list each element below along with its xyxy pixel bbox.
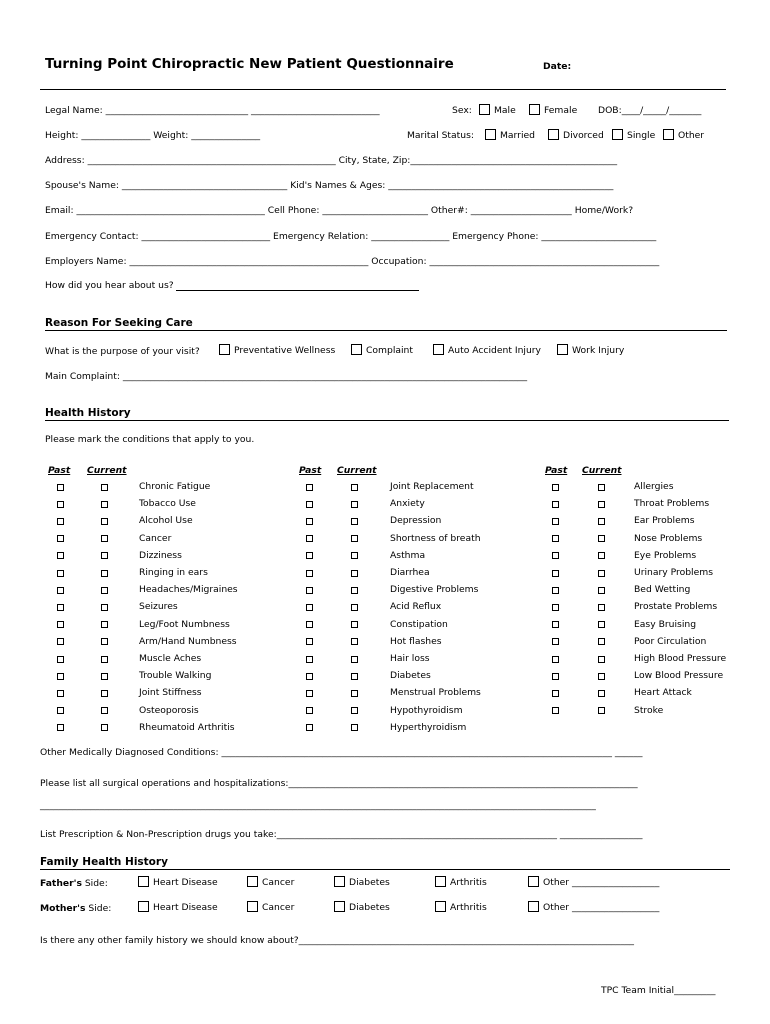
current-checkbox[interactable] (598, 552, 605, 559)
past-checkbox[interactable] (306, 604, 313, 611)
past-checkbox[interactable] (306, 501, 313, 508)
height-weight-field[interactable]: Height: _______________ Weight: _______________ (45, 130, 261, 141)
health-divider (45, 420, 729, 421)
condition-label: Dizziness (139, 549, 182, 561)
family-heading: Family Health History (40, 856, 168, 868)
mother-checkbox[interactable] (247, 901, 258, 912)
condition-label: Allergies (634, 481, 674, 492)
date-label: Date: (543, 61, 572, 72)
condition-label: Hot flashes (390, 635, 442, 647)
email-phone-field[interactable]: Email: _________________________________________ Cell Phone: _______________________ Other#: ______________________ Home/Work? (45, 205, 634, 216)
father-option[interactable] (334, 876, 390, 887)
father-other-checkbox[interactable] (528, 876, 539, 887)
condition-label: Asthma (390, 549, 426, 561)
past-checkbox[interactable] (552, 638, 559, 645)
purpose-preventative[interactable]: Preventative Wellness (219, 344, 335, 355)
current-checkbox[interactable] (598, 604, 605, 611)
current-checkbox[interactable] (351, 604, 358, 611)
father-checkbox[interactable] (138, 876, 149, 887)
current-checkbox[interactable] (598, 501, 605, 508)
mother-option[interactable] (435, 901, 487, 912)
condition-label: Diarrhea (390, 567, 430, 578)
past-checkbox[interactable] (57, 587, 64, 594)
condition-label: Alcohol Use (139, 515, 193, 527)
marital-married-option[interactable]: Married (485, 129, 535, 140)
condition-label: Anxiety (390, 498, 425, 510)
surgical-field-line2[interactable]: _________________________________________________________________________________________________________________________ (40, 800, 596, 811)
current-checkbox[interactable] (598, 656, 605, 663)
current-checkbox[interactable] (351, 638, 358, 645)
current-header-3: Current (582, 465, 622, 476)
current-checkbox[interactable] (351, 656, 358, 663)
past-checkbox[interactable] (57, 724, 64, 731)
family-option-label: Heart Disease (153, 902, 218, 913)
reason-divider (45, 330, 727, 331)
past-checkbox[interactable] (57, 552, 64, 559)
current-checkbox[interactable] (351, 690, 358, 697)
past-checkbox[interactable] (552, 690, 559, 697)
family-option-label: Heart Disease (153, 877, 218, 888)
past-checkbox[interactable] (306, 690, 313, 697)
condition-label: Depression (390, 515, 442, 527)
current-checkbox[interactable] (351, 535, 358, 542)
health-heading: Health History (45, 407, 131, 419)
condition-label: Joint Replacement (390, 481, 474, 492)
condition-label: Throat Problems (634, 498, 710, 510)
past-checkbox[interactable] (552, 604, 559, 611)
past-checkbox[interactable] (57, 501, 64, 508)
current-checkbox[interactable] (598, 484, 605, 491)
team-initial-field[interactable]: TPC Team Initial_________ (601, 985, 716, 996)
father-option[interactable] (138, 876, 218, 887)
past-checkbox[interactable] (552, 535, 559, 542)
condition-label: Ringing in ears (139, 567, 208, 578)
legal-name-field[interactable]: Legal Name: _______________________________ ____________________________ (45, 105, 380, 116)
current-checkbox[interactable] (101, 724, 108, 731)
main-complaint-field[interactable]: Main Complaint: ________________________________________________________________________________________ (45, 371, 528, 382)
sex-female-option[interactable]: Female (529, 104, 577, 115)
current-checkbox[interactable] (101, 656, 108, 663)
marital-divorced-option[interactable]: Divorced (548, 129, 604, 140)
current-checkbox[interactable] (598, 638, 605, 645)
current-checkbox[interactable] (101, 707, 108, 714)
past-checkbox[interactable] (57, 707, 64, 714)
family-other-history-field[interactable]: Is there any other family history we should know about?_________________________________________________________________________ (40, 935, 635, 946)
past-checkbox[interactable] (552, 656, 559, 663)
condition-label: Chronic Fatigue (139, 481, 211, 492)
mother-other-option[interactable] (528, 901, 659, 912)
current-checkbox[interactable] (598, 518, 605, 525)
condition-label: Bed Wetting (634, 584, 691, 596)
past-checkbox[interactable] (306, 638, 313, 645)
past-checkbox[interactable] (552, 501, 559, 508)
past-checkbox[interactable] (306, 621, 313, 628)
complaint-checkbox[interactable] (351, 344, 362, 355)
condition-label: Heart Attack (634, 687, 692, 699)
past-checkbox[interactable] (552, 621, 559, 628)
father-checkbox[interactable] (334, 876, 345, 887)
past-checkbox[interactable] (552, 484, 559, 491)
current-checkbox[interactable] (101, 535, 108, 542)
current-checkbox[interactable] (351, 518, 358, 525)
header-divider (40, 89, 726, 90)
current-checkbox[interactable] (598, 707, 605, 714)
past-checkbox[interactable] (552, 587, 559, 594)
condition-label: Menstrual Problems (390, 687, 481, 699)
past-header-1: Past (48, 465, 71, 476)
past-header-2: Past (299, 465, 322, 476)
condition-label: Digestive Problems (390, 584, 479, 596)
current-checkbox[interactable] (101, 604, 108, 611)
current-checkbox[interactable] (101, 518, 108, 525)
purpose-complaint[interactable]: Complaint (351, 344, 413, 355)
past-checkbox[interactable] (57, 621, 64, 628)
health-instruction: Please mark the conditions that apply to you. (45, 434, 255, 445)
condition-label: Seizures (139, 601, 178, 613)
past-checkbox[interactable] (57, 570, 64, 577)
surgical-field[interactable]: Please list all surgical operations and hospitalizations:____________________________________________________________________________ (40, 778, 638, 789)
purpose-auto-accident[interactable]: Auto Accident Injury (433, 344, 541, 355)
past-checkbox[interactable] (57, 484, 64, 491)
family-option-label: Cancer (262, 902, 295, 913)
current-checkbox[interactable] (598, 621, 605, 628)
past-checkbox[interactable] (57, 656, 64, 663)
family-option-label: Cancer (262, 877, 295, 888)
sex-male-option[interactable]: Male (479, 104, 516, 115)
past-checkbox[interactable] (552, 673, 559, 680)
address-field[interactable]: Address: ______________________________________________________ City, State, Zip:_____________________________________________ (45, 155, 618, 166)
past-checkbox[interactable] (57, 604, 64, 611)
condition-label: Rheumatoid Arthritis (139, 721, 235, 733)
marital-label: Marital Status: (407, 130, 474, 141)
father-option[interactable] (435, 876, 487, 887)
past-checkbox[interactable] (306, 484, 313, 491)
past-checkbox[interactable] (306, 518, 313, 525)
marital-single-option[interactable]: Single (612, 129, 655, 140)
condition-label: Urinary Problems (634, 567, 713, 578)
emergency-field[interactable]: Emergency Contact: ____________________________ Emergency Relation: _________________ Emergency Phone: _________________________ (45, 231, 657, 242)
current-checkbox[interactable] (351, 724, 358, 731)
condition-label: Hyperthyroidism (390, 721, 467, 733)
father-option[interactable] (247, 876, 294, 887)
current-checkbox[interactable] (351, 570, 358, 577)
current-checkbox[interactable] (101, 638, 108, 645)
current-checkbox[interactable] (351, 484, 358, 491)
father-checkbox[interactable] (247, 876, 258, 887)
current-checkbox[interactable] (101, 484, 108, 491)
condition-label: Osteoporosis (139, 704, 199, 716)
current-checkbox[interactable] (101, 690, 108, 697)
current-checkbox[interactable] (101, 570, 108, 577)
father-label: Father's Side: (40, 878, 108, 889)
past-checkbox[interactable] (552, 552, 559, 559)
condition-label: Diabetes (390, 670, 431, 682)
condition-label: Nose Problems (634, 532, 703, 544)
hear-about-label: How did you hear about us? (45, 280, 174, 291)
page-title: Turning Point Chiropractic New Patient Questionnaire (45, 56, 454, 72)
mother-checkbox[interactable] (334, 901, 345, 912)
past-checkbox[interactable] (552, 518, 559, 525)
mother-checkbox[interactable] (138, 901, 149, 912)
current-checkbox[interactable] (101, 621, 108, 628)
family-option-label: Diabetes (349, 877, 390, 888)
past-checkbox[interactable] (306, 724, 313, 731)
condition-label: Tobacco Use (139, 498, 196, 510)
current-header-2: Current (337, 465, 377, 476)
family-option-label: Arthritis (450, 877, 487, 888)
mother-other-checkbox[interactable] (528, 901, 539, 912)
condition-label: Easy Bruising (634, 618, 697, 630)
past-checkbox[interactable] (306, 587, 313, 594)
father-other-option[interactable] (528, 876, 659, 887)
past-checkbox[interactable] (306, 673, 313, 680)
past-header-3: Past (545, 465, 568, 476)
condition-label: Eye Problems (634, 549, 697, 561)
past-checkbox[interactable] (552, 570, 559, 577)
condition-label: Ear Problems (634, 515, 695, 527)
work-injury-checkbox[interactable] (557, 344, 568, 355)
mother-option[interactable] (138, 901, 218, 912)
condition-label: Acid Reflux (390, 601, 442, 613)
current-checkbox[interactable] (101, 552, 108, 559)
current-checkbox[interactable] (351, 587, 358, 594)
marital-other-option[interactable]: Other (663, 129, 704, 140)
married-checkbox[interactable] (485, 129, 496, 140)
condition-label: Stroke (634, 704, 664, 716)
male-checkbox[interactable] (479, 104, 490, 115)
current-checkbox[interactable] (351, 707, 358, 714)
past-checkbox[interactable] (306, 552, 313, 559)
father-checkbox[interactable] (435, 876, 446, 887)
past-checkbox[interactable] (57, 673, 64, 680)
female-checkbox[interactable] (529, 104, 540, 115)
mother-option[interactable] (247, 901, 294, 912)
condition-label: Hypothyroidism (390, 704, 463, 716)
single-checkbox[interactable] (612, 129, 623, 140)
current-checkbox[interactable] (351, 621, 358, 628)
family-divider (40, 869, 730, 870)
current-checkbox[interactable] (598, 673, 605, 680)
purpose-label: What is the purpose of your visit? (45, 346, 200, 357)
other-checkbox[interactable] (663, 129, 674, 140)
condition-label: Hair loss (390, 653, 430, 664)
condition-label: Joint Stiffness (139, 687, 202, 699)
past-checkbox[interactable] (306, 570, 313, 577)
past-checkbox[interactable] (306, 656, 313, 663)
past-checkbox[interactable] (57, 638, 64, 645)
condition-label: Leg/Foot Numbness (139, 618, 230, 630)
current-checkbox[interactable] (101, 587, 108, 594)
past-checkbox[interactable] (306, 707, 313, 714)
current-checkbox[interactable] (101, 673, 108, 680)
mother-checkbox[interactable] (435, 901, 446, 912)
condition-label: Trouble Walking (139, 670, 212, 682)
condition-label: Headaches/Migraines (139, 584, 238, 596)
other-conditions-field[interactable]: Other Medically Diagnosed Conditions: _____________________________________________________________________________________ ______ (40, 747, 643, 758)
family-other-label: Other ___________________ (543, 877, 660, 888)
condition-label: Low Blood Pressure (634, 670, 724, 682)
past-checkbox[interactable] (57, 690, 64, 697)
employer-field[interactable]: Employers Name: ____________________________________________________ Occupation: __________________________________________________ (45, 256, 660, 267)
past-checkbox[interactable] (552, 707, 559, 714)
spouse-kids-field[interactable]: Spouse's Name: ____________________________________ Kid's Names & Ages: _________________________________________________ (45, 180, 614, 191)
current-checkbox[interactable] (101, 501, 108, 508)
mother-label: Mother's Side: (40, 903, 112, 914)
reason-heading: Reason For Seeking Care (45, 317, 193, 329)
condition-label: Constipation (390, 618, 448, 630)
condition-label: Cancer (139, 532, 172, 544)
drugs-field[interactable]: List Prescription & Non-Prescription drugs you take:_____________________________________________________________ __________________ (40, 829, 643, 840)
current-checkbox[interactable] (598, 690, 605, 697)
current-checkbox[interactable] (351, 552, 358, 559)
purpose-work-injury[interactable]: Work Injury (557, 344, 624, 355)
preventative-checkbox[interactable] (219, 344, 230, 355)
auto-accident-checkbox[interactable] (433, 344, 444, 355)
current-header-1: Current (87, 465, 127, 476)
hear-about-line[interactable] (176, 290, 419, 291)
mother-option[interactable] (334, 901, 390, 912)
family-option-label: Arthritis (450, 902, 487, 913)
condition-label: Arm/Hand Numbness (139, 635, 237, 647)
divorced-checkbox[interactable] (548, 129, 559, 140)
current-checkbox[interactable] (598, 587, 605, 594)
family-option-label: Diabetes (349, 902, 390, 913)
condition-label: Muscle Aches (139, 653, 202, 664)
current-checkbox[interactable] (351, 501, 358, 508)
past-checkbox[interactable] (306, 535, 313, 542)
current-checkbox[interactable] (351, 673, 358, 680)
past-checkbox[interactable] (57, 535, 64, 542)
condition-label: Prostate Problems (634, 601, 718, 613)
condition-label: Shortness of breath (390, 532, 481, 544)
current-checkbox[interactable] (598, 535, 605, 542)
family-other-label: Other ___________________ (543, 902, 660, 913)
sex-label: Sex: (452, 105, 472, 116)
dob-field[interactable]: DOB:____/_____/_______ (598, 105, 702, 116)
condition-label: High Blood Pressure (634, 653, 727, 664)
condition-label: Poor Circulation (634, 635, 707, 647)
past-checkbox[interactable] (57, 518, 64, 525)
current-checkbox[interactable] (598, 570, 605, 577)
